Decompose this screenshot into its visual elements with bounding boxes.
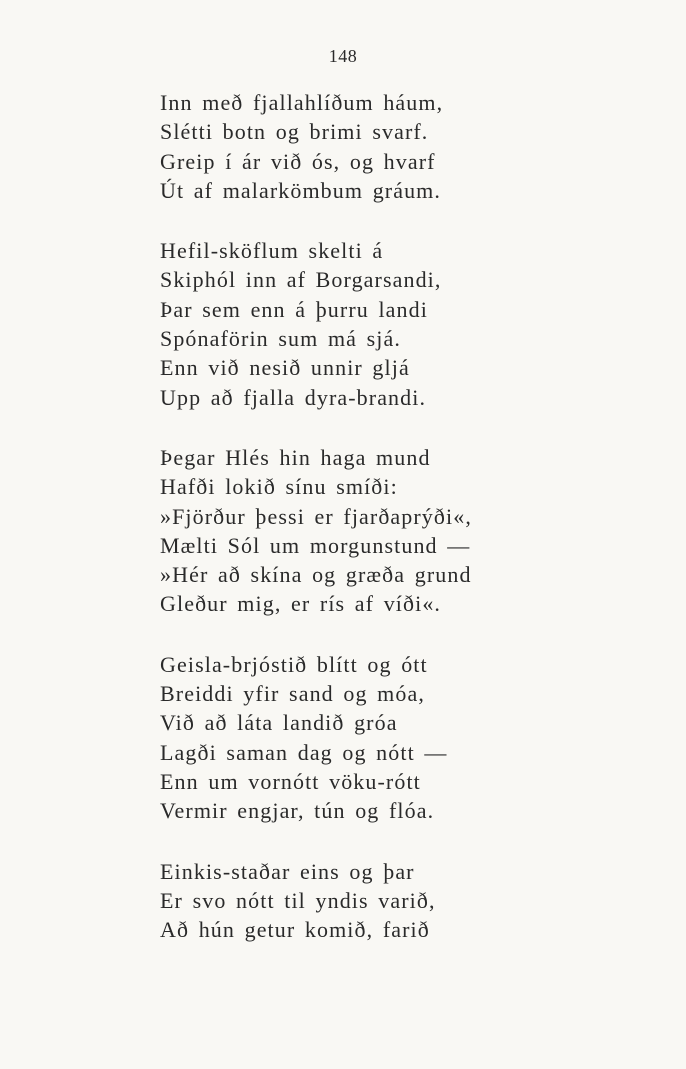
verse-line: Við að láta landið gróa (160, 710, 398, 736)
verse-line: Breiddi yfir sand og móa, (160, 681, 425, 707)
verse-line: Er svo nótt til yndis varið, (160, 887, 436, 913)
verse-line: »Fjörður þessi er fjarðaprýði«, (160, 503, 472, 529)
stanza-5 (160, 857, 640, 945)
verse-line: Að hún getur komið, farið (160, 917, 430, 943)
verse-line: Út af malarkömbum gráum. (160, 177, 441, 203)
verse-line: Hefil-sköflum skelti á (160, 238, 384, 264)
stanza-3 (160, 443, 640, 619)
verse-line: Gleður mig, er rís af víði«. (160, 591, 442, 617)
verse-line: Enn um vornótt vöku-rótt (160, 768, 421, 794)
page-number: 148 (328, 46, 358, 66)
verse-line: Vermir engjar, tún og flóa. (160, 798, 435, 824)
stanza-4 (160, 650, 640, 826)
verse-line: Lagði saman dag og nótt — (160, 739, 448, 765)
stanza-2 (160, 236, 640, 412)
verse-line: Inn með fjallahlíðum háum, (160, 90, 444, 115)
verse-line: Slétti botn og brimi svarf. (160, 119, 429, 145)
verse-line: Mælti Sól um morgunstund — (160, 532, 471, 558)
verse-line: Hafði lokið sínu smíði: (160, 474, 398, 500)
verse-line: »Hér að skína og græða grund (160, 562, 472, 588)
verse-line: Upp að fjalla dyra-brandi. (160, 384, 427, 410)
verse-line: Einkis-staðar eins og þar (160, 858, 415, 884)
verse-line: Spónaförin sum má sjá. (160, 326, 401, 352)
verse-line: Geisla-brjóstið blítt og ótt (160, 651, 428, 677)
stanza-1 (160, 88, 640, 205)
verse-line: Enn við nesið unnir gljá (160, 355, 410, 381)
verse-line: Greip í ár við ós, og hvarf (160, 148, 436, 174)
verse-line: Skiphól inn af Borgarsandi, (160, 267, 442, 293)
verse-line: Þegar Hlés hin haga mund (160, 444, 431, 470)
verse-line: Þar sem enn á þurru landi (160, 296, 428, 322)
poem-body (160, 88, 640, 944)
